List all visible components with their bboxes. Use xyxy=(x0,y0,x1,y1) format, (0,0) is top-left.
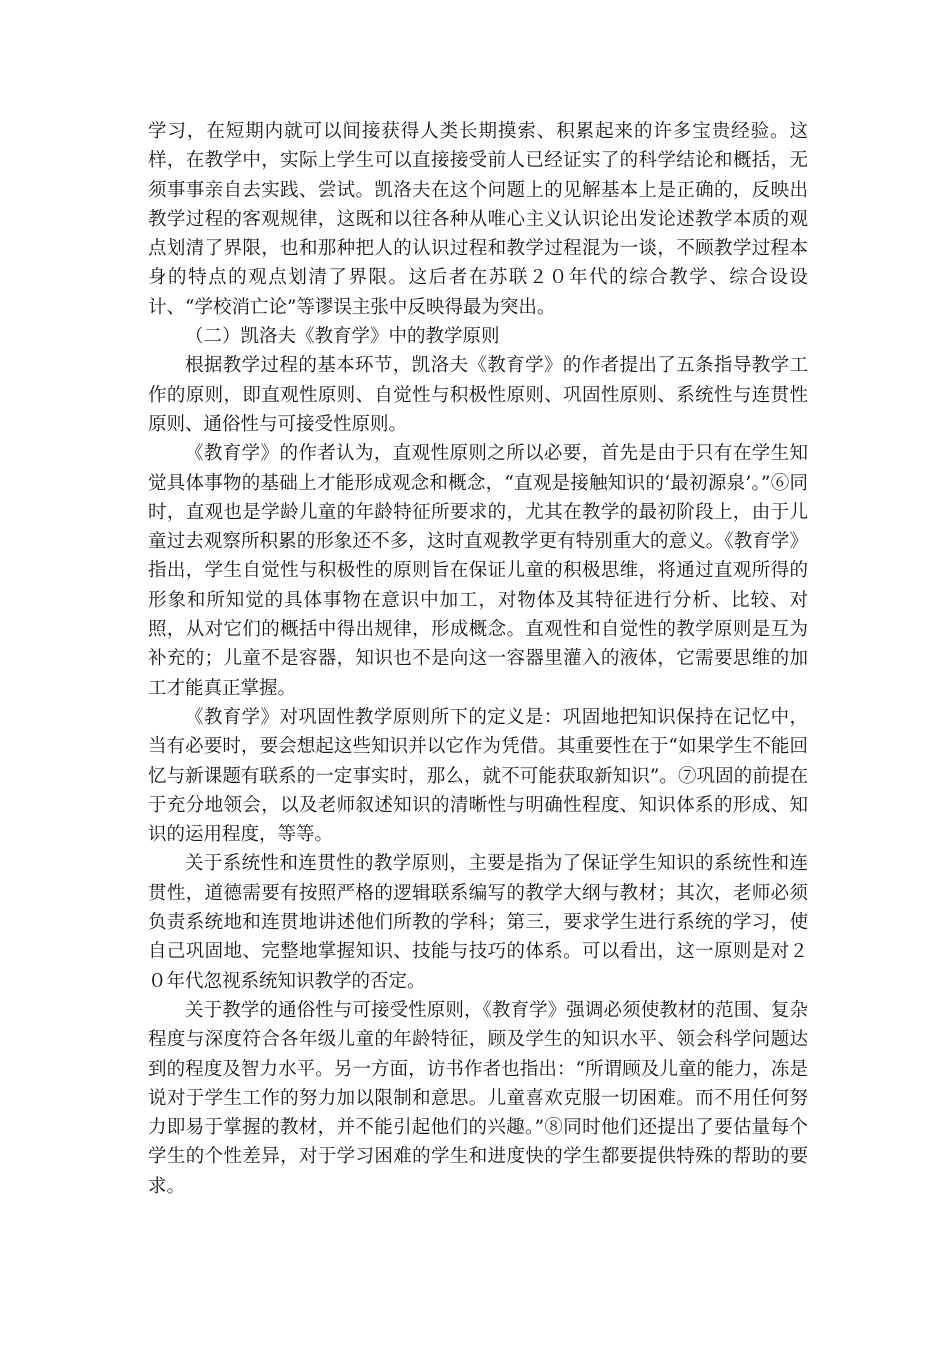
paragraph-continued: 学习，在短期内就可以间接获得人类长期摸索、积累起来的许多宝贵经验。这样，在教学中，实际上学生可以直接接受前人已经证实了的科学结论和概括，无须事事亲自去实践、尝试。凯洛夫在这个问题上的见解基本上是正确的，反映出教学过程的客观规律，这既和以往各种从唯心主义认识论出发论述教学本质的观点划清了界限，也和那种把人的认识过程和教学过程混为一谈，不顾教学过程本身的特点的观点划清了界限。这后者在苏联２０年代的综合教学、综合设设计、“学校消亡论”等谬误主张中反映得最为突出。 xyxy=(148,121,808,318)
paragraph-principles-overview: 根据教学过程的基本环节，凯洛夫《教育学》的作者提出了五条指导教学工作的原则，即直观性原则、自觉性与积极性原则、巩固性原则、系统性与连贯性原则、通俗性与可接受性原则。 xyxy=(148,355,808,435)
paragraph-intuitive-principle: 《教育学》的作者认为，直观性原则之所以必要，首先是由于只有在学生知觉具体事物的基础上才能形成观念和概念，“直观是接触知识的‘最初源泉’。”⑥同时，直观也是学龄儿童的年龄特征所要求的，尤其在教学的最初阶段上，由于儿童过去观察所积累的形象还不多，这时直观教学更有特别重大的意义。《教育学》指出，学生自觉性与积极性的原则旨在保证儿童的积极思维，将通过直观所得的形象和所知觉的具体事物在意识中加工，对物体及其特征进行分析、比较、对照，从对它们的概括中得出规律，形成概念。直观性和自觉性的教学原则是互为补充的；儿童不是容器，知识也不是向这一容器里灌入的液体，它需要思维的加工才能真正掌握。 xyxy=(148,443,808,699)
paragraph-systematic-principle: 关于系统性和连贯性的教学原则，主要是指为了保证学生知识的系统性和连贯性，道德需要有按照严格的逻辑联系编写的教学大纲与教材；其次，老师必须负责系统地和连贯地讲述他们所教的学科；第三，要求学生进行系统的学习，使自己巩固地、完整地掌握知识、技能与技巧的体系。可以看出，这一原则是对２０年代忽视系统知识教学的否定。 xyxy=(148,853,808,992)
document-body xyxy=(148,117,808,1201)
paragraph-consolidation-principle: 《教育学》对巩固性教学原则所下的定义是：巩固地把知识保持在记忆中，当有必要时，要会想起这些知识并以它作为凭借。其重要性在于“如果学生不能回忆与新课题有联系的一定事实时，那么，就不可能获取新知识”。⑦巩固的前提在于充分地领会，以及老师叙述知识的清晰性与明确性程度、知识体系的形成、知识的运用程度，等等。 xyxy=(148,706,808,846)
paragraph-accessibility-principle: 关于教学的通俗性与可接受性原则，《教育学》强调必须使教材的范围、复杂程度与深度符合各年级儿童的年龄特征，顾及学生的知识水平、领会科学问题达到的程度及智力水平。另一方面，访书作者也指出：“所谓顾及儿童的能力，冻是说对于学生工作的努力加以限制和意思。儿童喜欢克服一切困难。而不用任何努力即易于掌握的教材，并不能引起他们的兴趣。”⑧同时他们还提出了要估量每个学生的个性差异，对于学习困难的学生和进度快的学生都要提供特殊的帮助的要求。 xyxy=(148,999,808,1197)
section-heading: （二）凯洛夫《教育学》中的教学原则 xyxy=(185,326,500,348)
